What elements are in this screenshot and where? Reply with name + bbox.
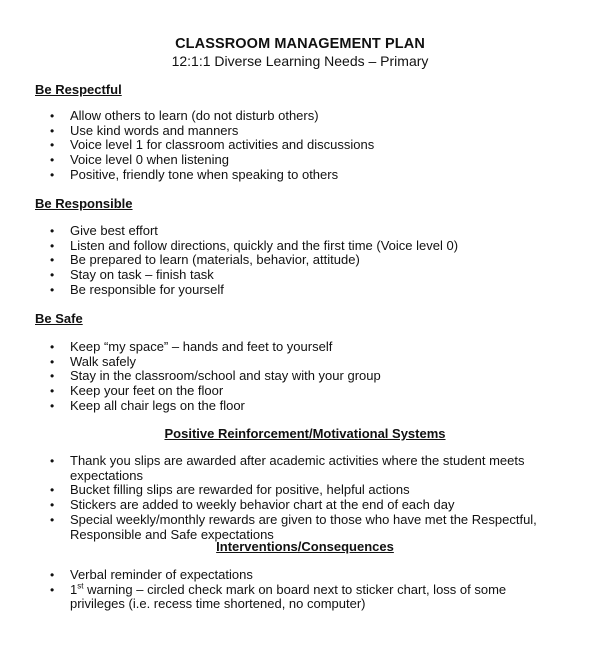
- document-title: CLASSROOM MANAGEMENT PLAN: [175, 36, 425, 52]
- list-item: • Stickers are added to weekly behavior chart at the end of each day: [50, 497, 455, 513]
- list-item: • Listen and follow directions, quickly and the first time (Voice level 0): [50, 237, 459, 253]
- list-item: • Keep your feet on the floor: [50, 383, 224, 399]
- list-be-responsible: [0, 224, 600, 298]
- bullet-icon: •: [50, 582, 55, 597]
- list-be-safe: [0, 340, 600, 414]
- heading-be-responsible: Be Responsible: [35, 196, 133, 211]
- document-subtitle: 12:1:1 Diverse Learning Needs – Primary: [171, 53, 429, 69]
- bullet-icon: •: [50, 568, 55, 582]
- list-item: • Use kind words and manners: [50, 122, 239, 138]
- first-warning-suffix: st: [77, 581, 84, 591]
- bullet-icon: •: [50, 384, 55, 399]
- heading-positive-reinforcement: Positive Reinforcement/Motivational Systems: [164, 426, 446, 441]
- list-item: • Bucket filling slips are rewarded for positive, helpful actions: [50, 482, 410, 498]
- bullet-icon: •: [50, 282, 55, 297]
- bullet-icon: •: [50, 398, 55, 413]
- bullet-icon: •: [50, 454, 55, 468]
- list-item: • Special weekly/monthly rewards are given to those who have met the Respectful, Responsible and Safe expectations: [50, 511, 537, 542]
- list-item: • Voice level 0 when listening: [50, 152, 229, 168]
- list-item: • Be responsible for yourself: [50, 281, 224, 297]
- list-item: • Keep all chair legs on the floor: [50, 397, 245, 413]
- list-item: • Voice level 1 for classroom activities and discussions: [50, 137, 375, 153]
- bullet-icon: •: [50, 498, 55, 513]
- list-item: • Stay in the classroom/school and stay with your group: [50, 368, 381, 384]
- list-be-respectful: [0, 109, 600, 183]
- heading-be-respectful: Be Respectful: [35, 82, 122, 97]
- bullet-icon: •: [50, 268, 55, 283]
- bullet-icon: •: [50, 109, 55, 123]
- bullet-icon: •: [50, 483, 55, 498]
- bullet-icon: •: [50, 340, 55, 354]
- list-item: • Allow others to learn (do not disturb others): [50, 108, 319, 123]
- bullet-icon: •: [50, 512, 55, 527]
- list-interventions: [0, 568, 600, 612]
- bullet-icon: •: [50, 224, 55, 238]
- list-item: • Keep “my space” – hands and feet to yourself: [50, 339, 333, 354]
- bullet-icon: •: [50, 253, 55, 268]
- list-item: • Stay on task – finish task: [50, 267, 214, 283]
- heading-interventions: Interventions/Consequences: [216, 539, 394, 554]
- list-positive-reinforcement: [0, 454, 600, 542]
- list-item: • Thank you slips are awarded after academic activities where the student meets expectations: [50, 453, 525, 483]
- list-item: • Be prepared to learn (materials, behavior, attitude): [50, 252, 360, 268]
- list-item: • 1st warning – circled check mark on board next to sticker chart, loss of some privileges (i.e. recess time shortened, no computer): [50, 581, 507, 612]
- bullet-icon: •: [50, 167, 55, 182]
- bullet-icon: •: [50, 238, 55, 253]
- bullet-icon: •: [50, 354, 55, 369]
- heading-be-safe: Be Safe: [35, 311, 83, 326]
- bullet-icon: •: [50, 369, 55, 384]
- bullet-icon: •: [50, 153, 55, 168]
- list-item: • Walk safely: [50, 353, 136, 369]
- list-item: • Positive, friendly tone when speaking to others: [50, 166, 339, 182]
- first-warning-number: 1: [70, 581, 78, 597]
- bullet-icon: •: [50, 138, 55, 153]
- list-item: • Verbal reminder of expectations: [50, 567, 253, 582]
- list-item: • Give best effort: [50, 223, 158, 238]
- bullet-icon: •: [50, 123, 55, 138]
